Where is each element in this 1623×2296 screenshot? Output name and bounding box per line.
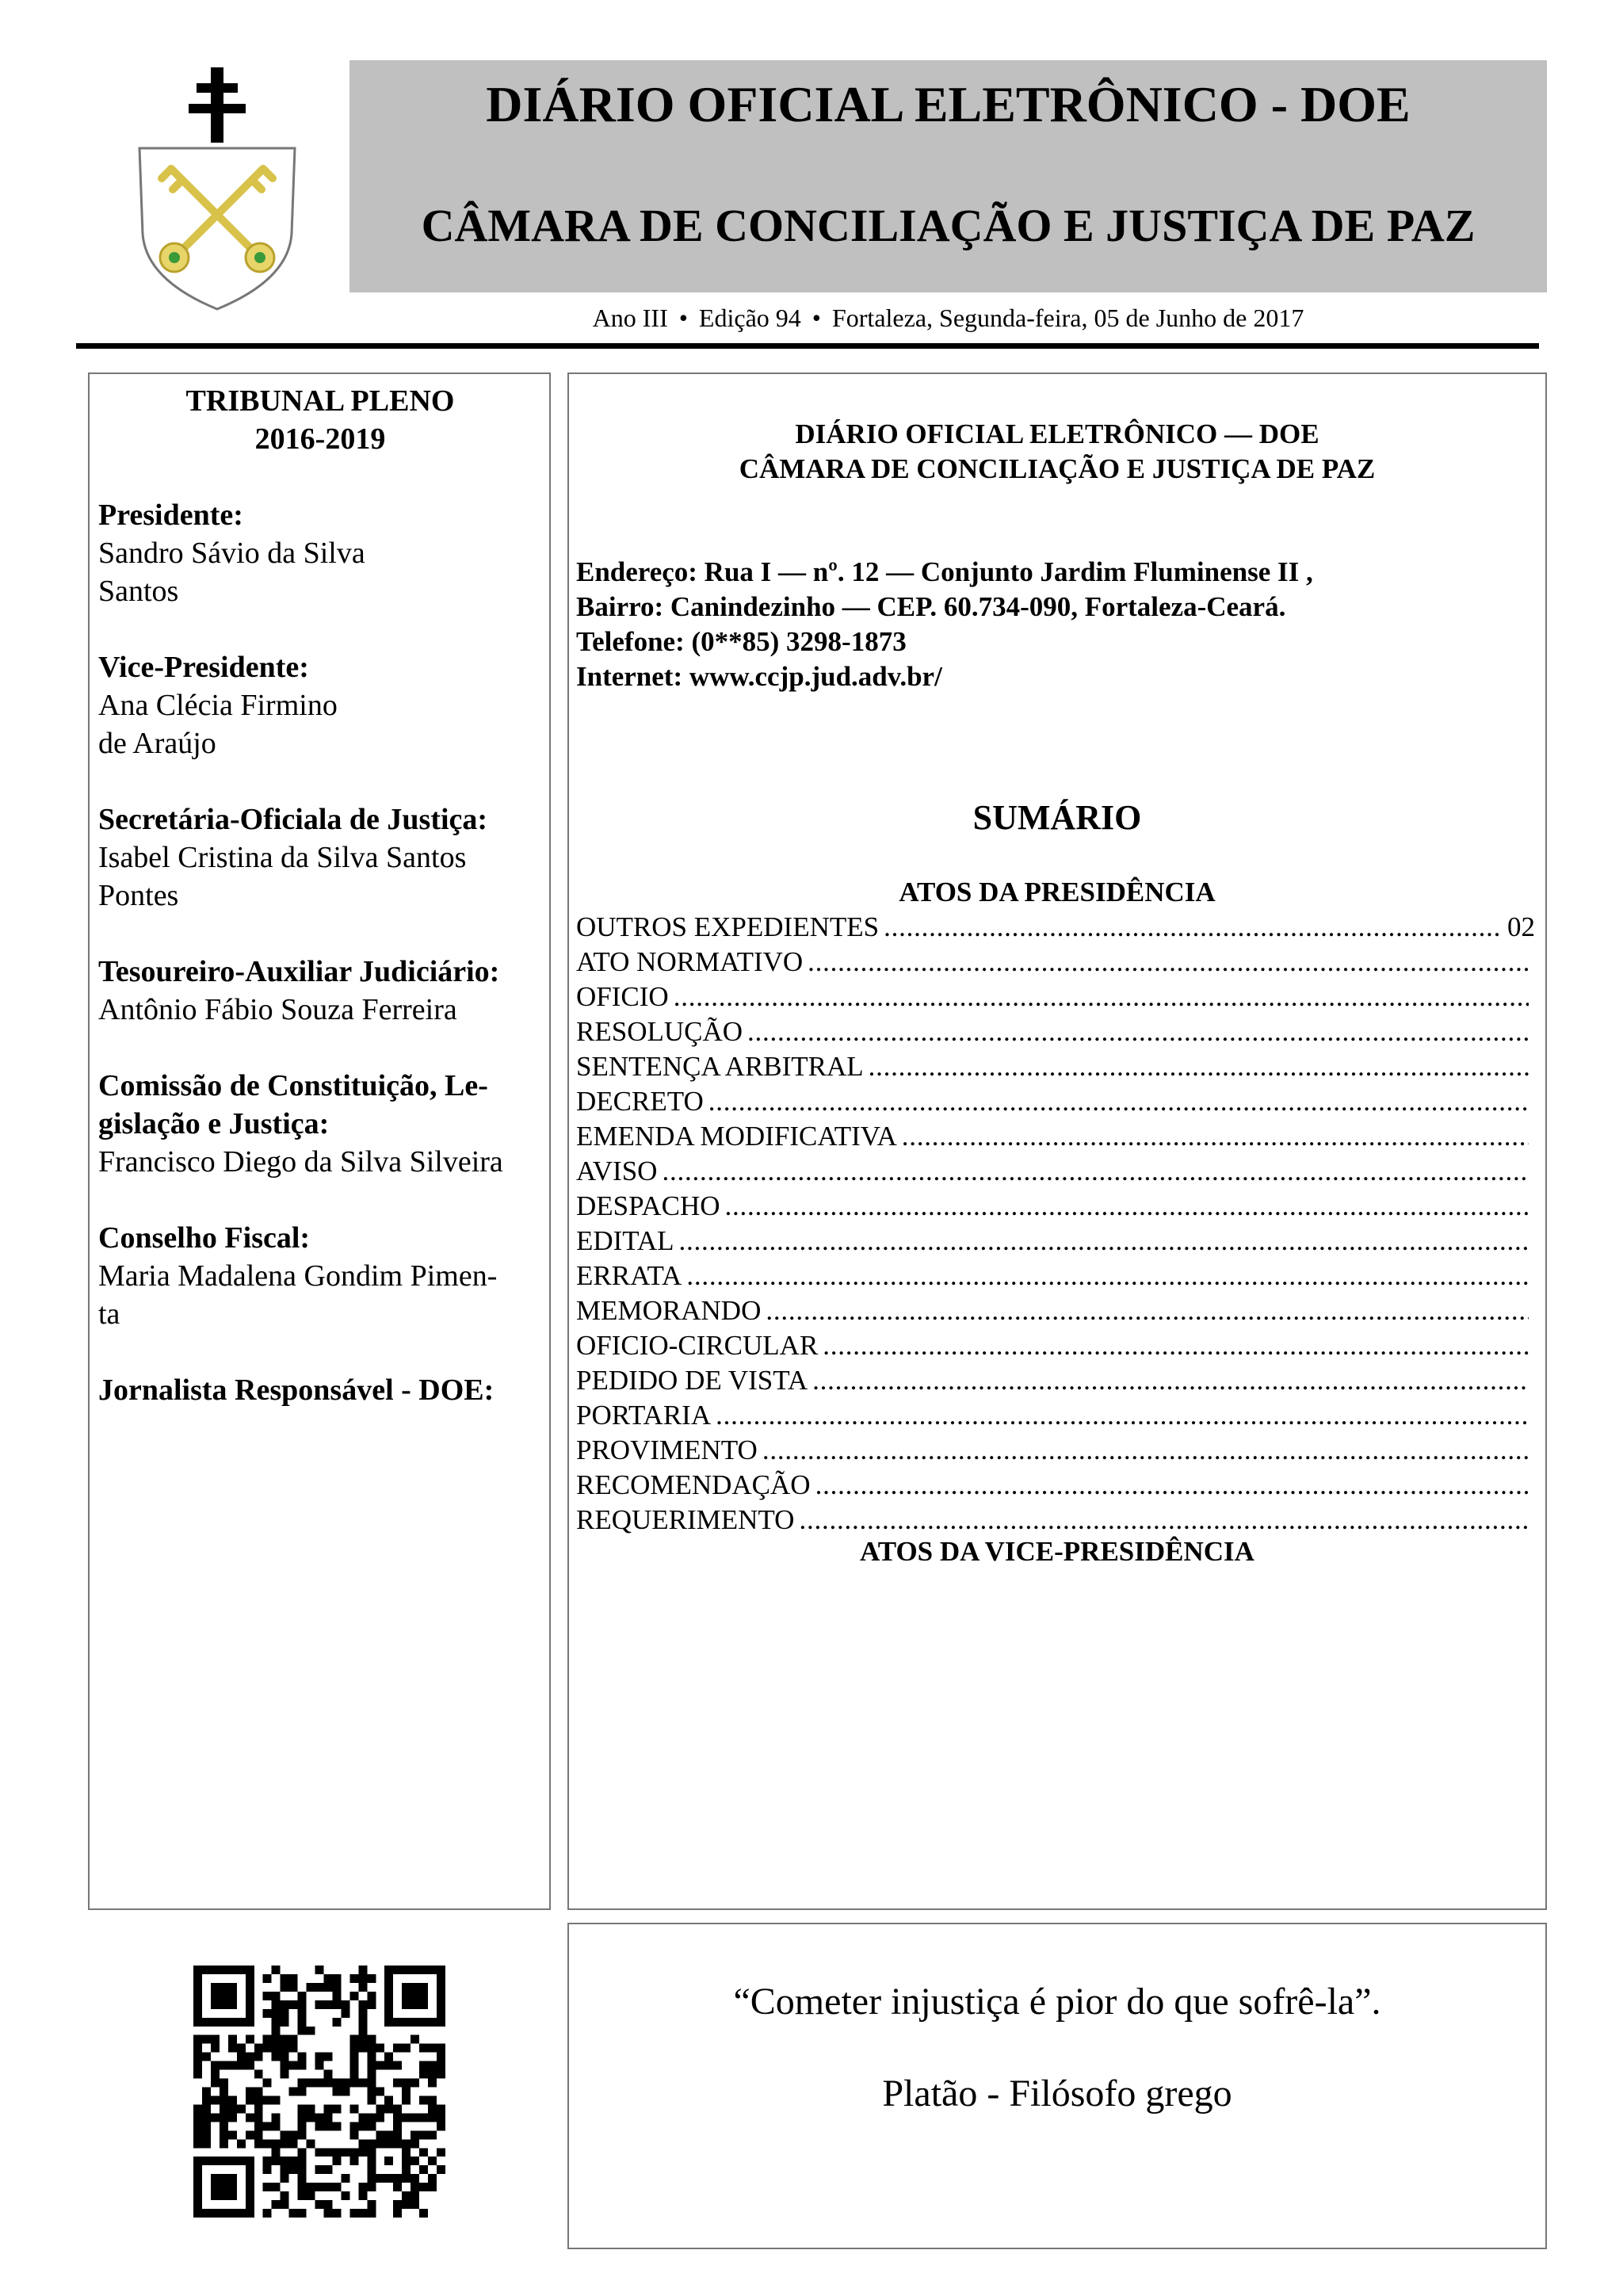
role-label: Tesoureiro-Auxiliar Judiciário:	[98, 955, 500, 988]
toc-leader-dots	[762, 1433, 1529, 1468]
toc-leader-dots	[662, 1154, 1529, 1189]
quote-author: Platão - Filósofo grego	[882, 2073, 1232, 2115]
role-label: Vice-Presidente:	[98, 651, 309, 684]
toc-leader-dots	[747, 1014, 1529, 1049]
toc-label: PORTARIA	[576, 1400, 712, 1431]
toc-page-number: 02	[1507, 911, 1535, 942]
edition-year: Ano III	[592, 304, 668, 332]
toc-leader-dots	[674, 980, 1529, 1014]
member-name: Isabel Cristina da Silva Santos	[98, 841, 467, 874]
member-name: Francisco Diego da Silva Silveira	[98, 1145, 503, 1179]
toc-label: REQUERIMENTO	[576, 1504, 795, 1535]
website-line: Internet: www.ccjp.jud.adv.br/	[576, 661, 942, 692]
toc-label: EMENDA MODIFICATIVA	[576, 1121, 897, 1152]
toc-entry	[576, 1468, 1535, 1503]
table-of-contents	[576, 910, 1535, 1538]
toc-leader-dots	[686, 1259, 1529, 1293]
qr-code-icon	[193, 1966, 445, 2218]
role-label: Secretária-Oficiala de Justiça:	[98, 803, 488, 836]
toc-entry	[576, 1433, 1535, 1468]
toc-entry	[576, 1084, 1535, 1119]
summary-title: SUMÁRIO	[972, 798, 1142, 837]
toc-entry	[576, 1259, 1535, 1293]
toc-entry	[576, 910, 1535, 945]
toc-leader-dots	[815, 1468, 1529, 1503]
toc-label: ATO NORMATIVO	[576, 946, 804, 977]
toc-label: SENTENÇA ARBITRAL	[576, 1051, 864, 1082]
section-vice-presidency: ATOS DA VICE-PRESIDÊNCIA	[860, 1536, 1254, 1567]
role-label: Presidente:	[98, 499, 243, 532]
member-name: Pontes	[98, 879, 179, 912]
section-presidency: ATOS DA PRESIDÊNCIA	[899, 877, 1216, 907]
toc-leader-dots	[808, 945, 1529, 980]
toc-label: OFICIO	[576, 981, 669, 1012]
member-name: Ana Clécia Firmino	[98, 689, 338, 722]
toc-entry	[576, 1328, 1535, 1363]
toc-label: OUTROS EXPEDIENTES	[576, 911, 880, 942]
member-name: ta	[98, 1297, 120, 1331]
toc-leader-dots	[869, 1049, 1529, 1084]
edition-place-date: Fortaleza, Segunda-feira, 05 de Junho de 2017	[831, 304, 1304, 332]
toc-label: PROVIMENTO	[576, 1435, 758, 1465]
header-divider	[76, 343, 1539, 349]
toc-entry	[576, 1503, 1535, 1538]
toc-label: EDITAL	[576, 1225, 674, 1256]
toc-label: RESOLUÇÃO	[576, 1016, 743, 1047]
toc-entry	[576, 1293, 1535, 1328]
toc-label: OFICIO-CIRCULAR	[576, 1330, 819, 1361]
toc-label: DESPACHO	[576, 1190, 720, 1221]
toc-entry	[576, 980, 1535, 1014]
toc-label: AVISO	[576, 1156, 658, 1186]
edition-line: Ano III • Edição 94 • Fortaleza, Segunda-feira, 05 de Junho de 2017	[592, 304, 1304, 332]
member-name: de Araújo	[98, 727, 216, 760]
toc-entry	[576, 1049, 1535, 1084]
toc-leader-dots	[812, 1363, 1529, 1398]
role-label: gislação e Justiça:	[98, 1107, 330, 1140]
toc-entry	[576, 1398, 1535, 1433]
toc-entry	[576, 1224, 1535, 1259]
role-label: Conselho Fiscal:	[98, 1221, 311, 1255]
toc-leader-dots	[884, 910, 1501, 945]
role-label: Jornalista Responsável - DOE:	[98, 1373, 495, 1407]
journal-title: DIÁRIO OFICIAL ELETRÔNICO - DOE	[486, 76, 1411, 132]
toc-entry	[576, 1189, 1535, 1224]
toc-label: RECOMENDAÇÃO	[576, 1469, 811, 1500]
toc-entry	[576, 1014, 1535, 1049]
journal-subtitle: CÂMARA DE CONCILIAÇÃO E JUSTIÇA DE PAZ	[421, 200, 1476, 251]
tribunal-members	[98, 382, 550, 1409]
tribunal-period: 2016-2019	[254, 422, 386, 456]
toc-label: ERRATA	[576, 1260, 682, 1291]
toc-entry	[576, 1154, 1535, 1189]
toc-leader-dots	[823, 1328, 1529, 1363]
toc-leader-dots	[799, 1503, 1529, 1538]
neighborhood-line: Bairro: Canindezinho — CEP. 60.734-090, Fortaleza-Ceará.	[576, 591, 1286, 622]
toc-label: DECRETO	[576, 1086, 704, 1117]
toc-entry	[576, 1119, 1535, 1154]
toc-leader-dots	[679, 1224, 1529, 1259]
toc-leader-dots	[766, 1293, 1529, 1328]
toc-entry	[576, 1363, 1535, 1398]
member-name: Santos	[98, 575, 179, 608]
tribunal-title: TRIBUNAL PLENO	[185, 384, 455, 418]
role-label: Comissão de Constituição, Le-	[98, 1069, 488, 1102]
address-line: Endereço: Rua I — nº. 12 — Conjunto Jardim Fluminense II ,	[576, 556, 1313, 587]
toc-leader-dots	[902, 1119, 1529, 1154]
toc-entry	[576, 945, 1535, 980]
toc-leader-dots	[725, 1189, 1529, 1224]
quote-text: “Cometer injustiça é pior do que sofrê-la”.	[733, 1981, 1381, 2023]
toc-label: PEDIDO DE VISTA	[576, 1365, 808, 1396]
toc-leader-dots	[716, 1398, 1529, 1433]
contact-info	[576, 555, 1527, 694]
member-name: Maria Madalena Gondim Pimen-	[98, 1259, 498, 1293]
toc-leader-dots	[708, 1084, 1529, 1119]
toc-label: MEMORANDO	[576, 1295, 762, 1326]
member-name: Antônio Fábio Souza Ferreira	[98, 993, 457, 1026]
coat-of-arms-icon	[133, 67, 301, 313]
phone-line: Telefone: (0**85) 3298-1873	[576, 626, 907, 657]
member-name: Sandro Sávio da Silva	[98, 537, 365, 570]
edition-number: Edição 94	[698, 304, 801, 332]
panel-heading: DIÁRIO OFICIAL ELETRÔNICO — DOE CÂMARA DE CONCILIAÇÃO E JUSTIÇA DE PAZ	[739, 418, 1376, 484]
